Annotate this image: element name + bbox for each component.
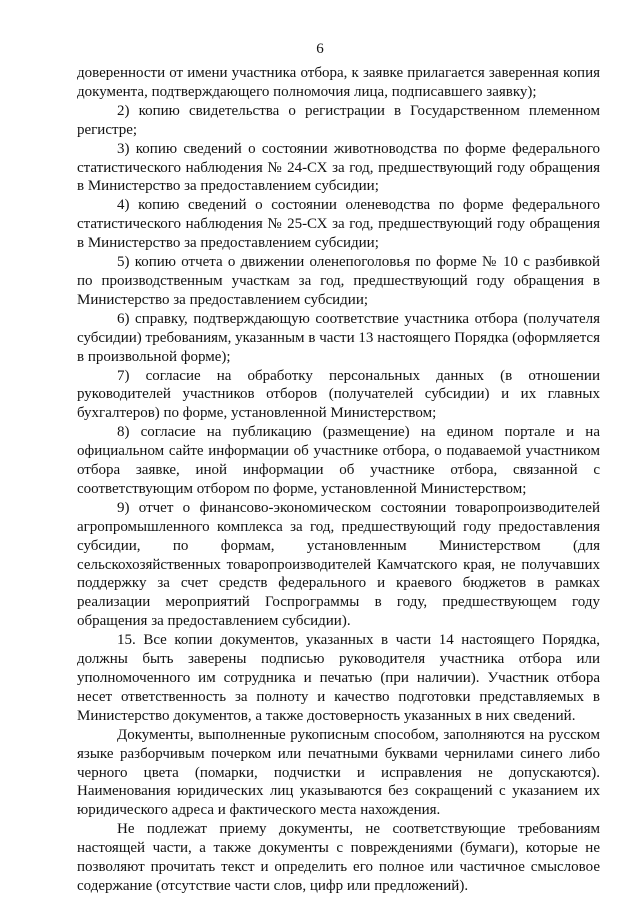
list-item-2: 2) копию свидетельства о регистрации в Государственном племенном регистре;	[77, 102, 600, 138]
handwritten-documents-paragraph: Документы, выполненные рукописным способом, заполняются на русском языке разборчивым почерком или печатными буквами чернилами синего либо черного цвета (помарки, подчистки и исправления не допускаются). Наименования юридических лиц указываются без сокращений с указанием их юридического адреса и фактического места нахождения.	[77, 726, 600, 819]
page-number: 6	[316, 41, 324, 57]
list-item-9: 9) отчет о финансово-экономическом состоянии товаропроизводителей агропромышленного комплекса за год, предшествующий году предоставления субсидии, по формам, установленным Министерством (для сельскохозяйственных товаропроизводителей Камчатского края, не получавших поддержку за счет средств федерального и краевого бюджетов в рамках реализации мероприятий Госпрограммы в году, предшествующем году обращения за предоставлением субсидии).	[77, 499, 600, 630]
document-body	[77, 64, 600, 896]
list-item-6: 6) справку, подтверждающую соответствие участника отбора (получателя субсидии) требованиям, указанным в части 13 настоящего Порядка (оформляется в произвольной форме);	[77, 310, 600, 365]
rejection-paragraph: Не подлежат приему документы, не соответствующие требованиям настоящей части, а также документы с повреждениями (бумаги), которые не позволяют прочитать текст и определить его полное или частичное смысловое содержание (отсутствие части слов, цифр или предложений).	[77, 821, 600, 894]
list-item-8: 8) согласие на публикацию (размещение) на едином портале и на официальном сайте информации об участнике отбора, о подаваемой участником отбора заявке, иной информации об участнике отбора, связанной с соответствующим отбором по форме, установленной Министерством;	[77, 424, 600, 497]
section-15-paragraph: 15. Все копии документов, указанных в части 14 настоящего Порядка, должны быть заверены подписью руководителя участника отбора или уполномоченного им сотрудника и печатью (при наличии). Участник отбора несет ответственность за полноту и качество подготовки представляемых в Министерство документов, а также достоверность указанных в них сведений.	[77, 632, 600, 724]
list-item-3: 3) копию сведений о состоянии животноводства по форме федерального статистического наблюдения № 24-СХ за год, предшествующий году обращения в Министерство за предоставлением субсидии;	[77, 140, 600, 195]
list-item-7: 7) согласие на обработку персональных данных (в отношении руководителей участников отборов (получателей субсидии) и их главных бухгалтеров) по форме, установленной Министерством;	[77, 367, 600, 422]
paragraph-continuation: доверенности от имени участника отбора, к заявке прилагается заверенная копия документа, подтверждающего полномочия лица, подписавшего заявку);	[77, 65, 600, 100]
list-item-5: 5) копию отчета о движении оленепоголовья по форме № 10 с разбивкой по производственным участкам за год, предшествующий году обращения в Министерство за предоставлением субсидии;	[77, 254, 600, 308]
list-item-4: 4) копию сведений о состоянии оленеводства по форме федерального статистического наблюдения № 25-СХ за год, предшествующий году обращения в Министерство за предоставлением субсидии;	[77, 197, 600, 252]
